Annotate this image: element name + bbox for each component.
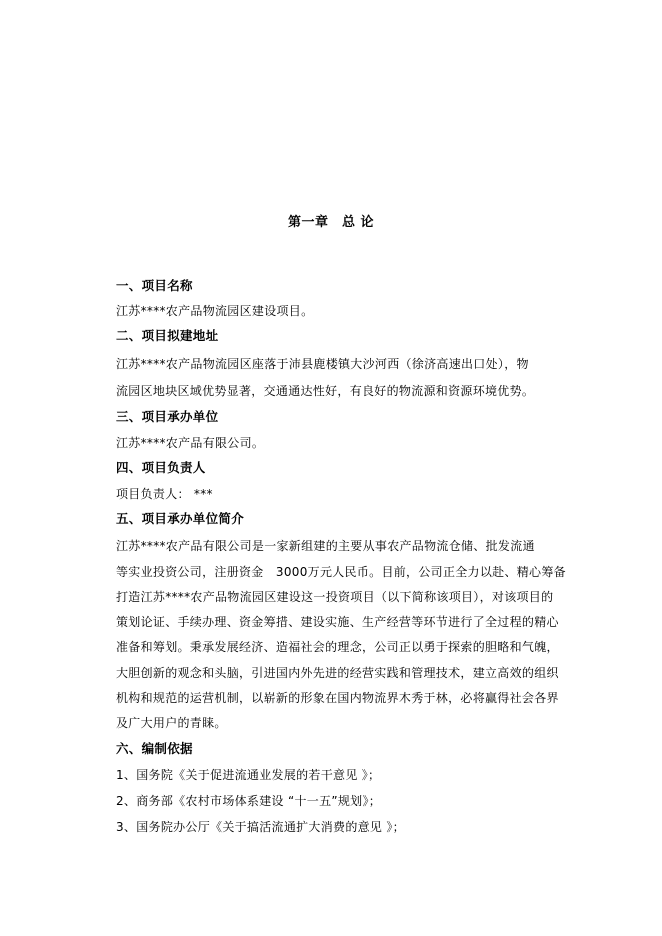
paragraph-line: 江苏****农产品有限公司。 — [116, 436, 265, 450]
paragraph-line: 策划论证、手续办理、资金筹措、建设实施、生产经营等环节进行了全过程的精心 — [116, 615, 559, 629]
paragraph-line: 项目负责人： *** — [116, 487, 213, 501]
list-item: 2、商务部《农村市场体系建设 “十一五”规划》； — [116, 794, 382, 808]
paragraph-line: 机构和规范的运营机制，以崭新的形象在国内物流界木秀于林，必将赢得社会各界 — [116, 691, 559, 705]
list-item: 3、国务院办公厅《关于搞活流通扩大消费的意见 》； — [116, 820, 405, 834]
list-item: 1、国务院《关于促进流通业发展的若干意见 》； — [116, 768, 381, 782]
paragraph-line: 大胆创新的观念和头脑，引进国内外先进的经营实践和管理技术，建立高效的组织 — [116, 666, 559, 680]
chapter-title: 第一章 总 论 — [287, 215, 375, 230]
paragraph-line: 及广大用户的青睐。 — [116, 716, 227, 730]
section-heading-project-name: 一、项目名称 — [116, 278, 193, 293]
section-heading-site-address: 二、项目拟建地址 — [116, 328, 219, 343]
paragraph-line: 打造江苏****农产品物流园区建设这一投资项目（以下简称该项目），对该项目的 — [116, 590, 554, 604]
paragraph-line: 江苏****农产品物流园区建设项目。 — [116, 304, 314, 318]
section-heading-unit-profile: 五、项目承办单位简介 — [116, 511, 245, 526]
paragraph-line: 等实业投资公司，注册资金 3000万元人民币。目前，公司正全力以赴、精心筹备 — [116, 565, 566, 579]
paragraph-line: 江苏****农产品有限公司是一家新组建的主要从事农产品物流仓储、批发流通 — [116, 539, 535, 553]
paragraph-line: 准备和筹划。秉承发展经济、造福社会的理念，公司正以勇于探索的胆略和气魄， — [116, 640, 559, 654]
section-heading-basis: 六、编制依据 — [116, 741, 193, 756]
section-heading-undertaking-unit: 三、项目承办单位 — [116, 409, 219, 424]
paragraph-line: 流园区地块区域优势显著，交通通达性好，有良好的物流源和资源环境优势。 — [116, 384, 535, 398]
paragraph-line: 江苏****农产品物流园区座落于沛县鹿楼镇大沙河西（徐济高速出口处），物 — [116, 357, 529, 371]
section-heading-project-lead: 四、项目负责人 — [116, 460, 206, 475]
